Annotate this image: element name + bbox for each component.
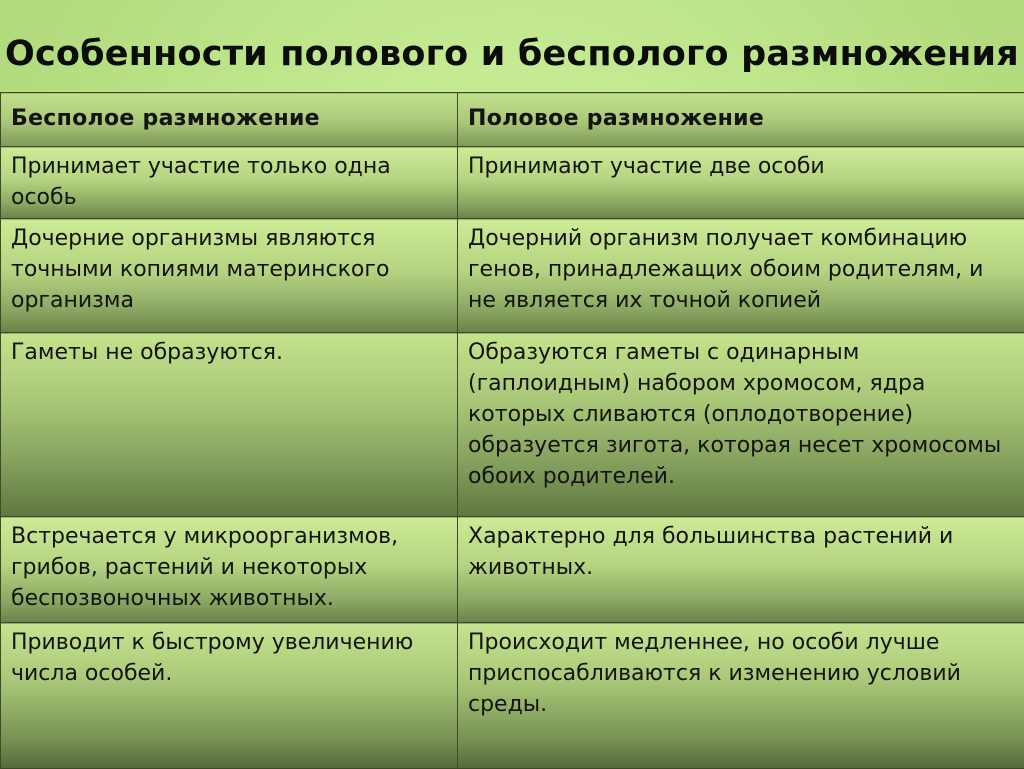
comparison-table — [0, 92, 1024, 769]
comparison-table-container — [0, 92, 1024, 768]
column-header-sexual: Половое размножение — [458, 93, 1024, 147]
table-row — [1, 219, 1024, 333]
cell-sexual: Образуются гаметы с одинарным (гаплоидным) набором хромосом, ядра которых сливаются (оплодотворение) образуется зигота, которая несет хромосомы обоих родителей. — [458, 333, 1024, 517]
cell-asexual: Гаметы не образуются. — [1, 333, 458, 517]
cell-sexual: Происходит медленнее, но особи лучше приспосабливаются к изменению условий среды. — [458, 623, 1024, 769]
table-row — [1, 623, 1024, 769]
cell-asexual: Принимает участие только одна особь — [1, 147, 458, 219]
table-row — [1, 333, 1024, 517]
cell-asexual: Встречается у микроорганизмов, грибов, растений и некоторых беспозвоночных животных. — [1, 517, 458, 623]
table-row — [1, 517, 1024, 623]
column-header-asexual: Бесполое размножение — [1, 93, 458, 147]
cell-sexual: Принимают участие две особи — [458, 147, 1024, 219]
cell-asexual: Приводит к быстрому увеличению числа особей. — [1, 623, 458, 769]
table-row — [1, 147, 1024, 219]
table-header-row — [1, 93, 1024, 147]
cell-asexual: Дочерние организмы являются точными копиями материнского организма — [1, 219, 458, 333]
cell-sexual: Дочерний организм получает комбинацию генов, принадлежащих обоим родителям, и не является их точной копией — [458, 219, 1024, 333]
cell-sexual: Характерно для большинства растений и животных. — [458, 517, 1024, 623]
page-title: Особенности полового и бесполого размножения — [0, 34, 1024, 74]
